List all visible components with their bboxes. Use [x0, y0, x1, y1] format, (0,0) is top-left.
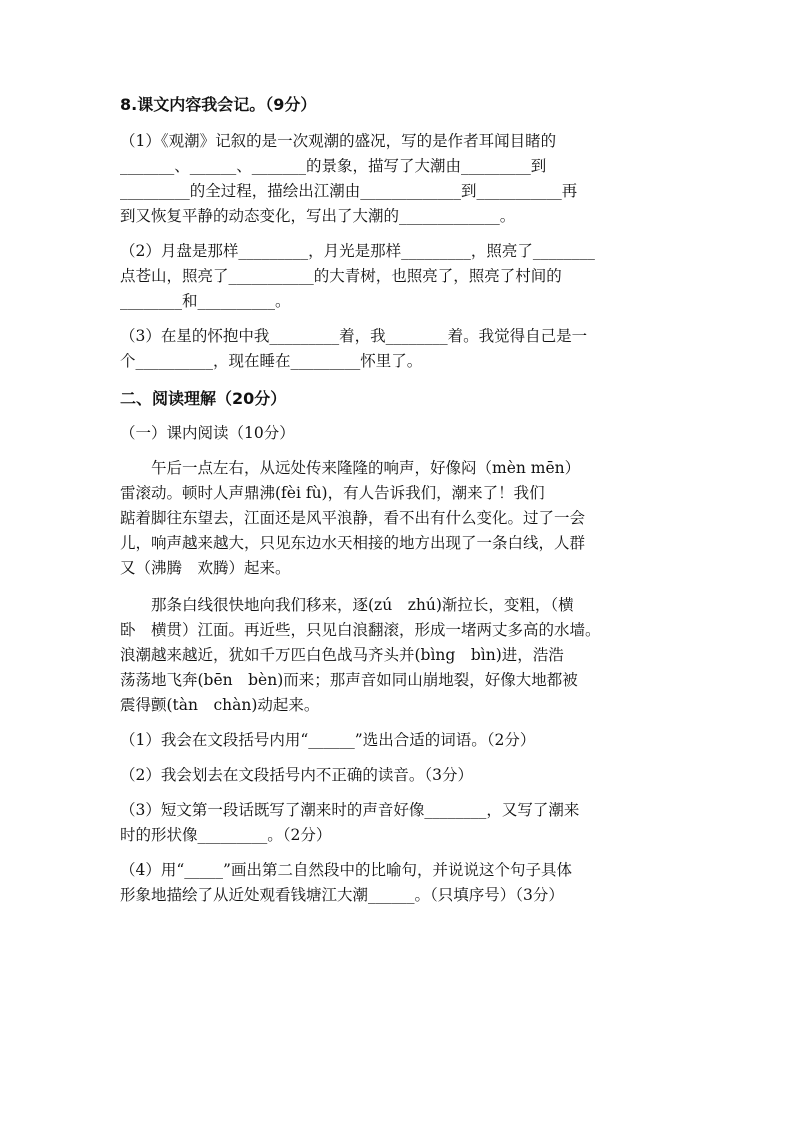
text-line: （3）在星的怀抱中我_________着，我________着。我觉得自己是一 — [120, 327, 588, 345]
text-line: 卧 横贯）江面。再近些，只见白浪翻滚，形成一堵两丈多高的水墙。 — [120, 621, 601, 639]
question-8-2 — [120, 239, 680, 314]
text-line: （2）我会划去在文段括号内不正确的读音。（3分） — [120, 766, 473, 784]
subsection-title: （一）课内阅读（10分） — [120, 424, 295, 442]
text-line: 那条白线很快地向我们移来，逐(zú zhú)渐拉长，变粗，（横 — [120, 596, 574, 614]
text-line: 荡荡地飞奔(bēn bèn)而来；那声音如同山崩地裂，好像大地都被 — [120, 671, 578, 689]
text-line: （3）短文第一段话既写了潮来时的声音好像________，又写了潮来 — [120, 801, 580, 819]
text-line: _________的全过程，描绘出江潮由_____________到___________再 — [120, 182, 578, 200]
question-8-3 — [120, 324, 680, 374]
question-8-1 — [120, 129, 680, 229]
reading-paragraph-2 — [120, 593, 680, 718]
text-line: 踮着脚往东望去，江面还是风平浪静，看不出有什么变化。过了一会 — [120, 509, 586, 527]
text-line: （2）月盘是那样_________，月光是那样_________，照亮了________ — [120, 242, 595, 260]
text-line: ________和__________。 — [120, 292, 291, 310]
text-line: 时的形状像_________。（2分） — [120, 826, 332, 844]
reading-question-3 — [120, 798, 680, 848]
worksheet-page — [120, 92, 680, 908]
text-line: 震得颤(tàn chàn)动起来。 — [120, 696, 320, 714]
reading-question-4 — [120, 858, 680, 908]
text-line: 到又恢复平静的动态变化，写出了大潮的_____________。 — [120, 207, 516, 225]
reading-question-2 — [120, 763, 680, 788]
text-line: （1）《观潮》记叙的是一次观潮的盛况，写的是作者耳闻目睹的 — [120, 132, 557, 150]
section-2-title: 二、阅读理解（20分） — [120, 389, 287, 408]
text-line: _______、______、_______的景象，描写了大潮由_________到 — [120, 157, 547, 175]
text-line: 雷滚动。顿时人声鼎沸(fèi fù)，有人告诉我们，潮来了！我们 — [120, 484, 545, 502]
text-line: 浪潮越来越近，犹如千万匹白色战马齐头并(bìng bìn)进，浩浩 — [120, 646, 564, 664]
reading-paragraph-1 — [120, 456, 680, 581]
section-8-title: 8.课文内容我会记。（9分） — [120, 95, 317, 114]
text-line: 个__________，现在睡在_________怀里了。 — [120, 352, 423, 370]
text-line: 形象地描绘了从近处观看钱塘江大潮______。（只填序号）（3分） — [120, 886, 564, 904]
reading-question-1 — [120, 728, 680, 753]
text-line: 儿，响声越来越大，只见东边水天相接的地方出现了一条白线，人群 — [120, 534, 586, 552]
text-line: 点苍山，照亮了___________的大青树，也照亮了，照亮了村间的 — [120, 267, 562, 285]
text-line: （1）我会在文段括号内用“______”选出合适的词语。（2分） — [120, 731, 536, 749]
text-line: （4）用“_____”画出第二自然段中的比喻句，并说说这个句子具体 — [120, 861, 572, 879]
text-line: 午后一点左右，从远处传来隆隆的响声，好像闷（mèn mēn） — [120, 459, 581, 477]
text-line: 又（沸腾 欢腾）起来。 — [120, 559, 291, 577]
